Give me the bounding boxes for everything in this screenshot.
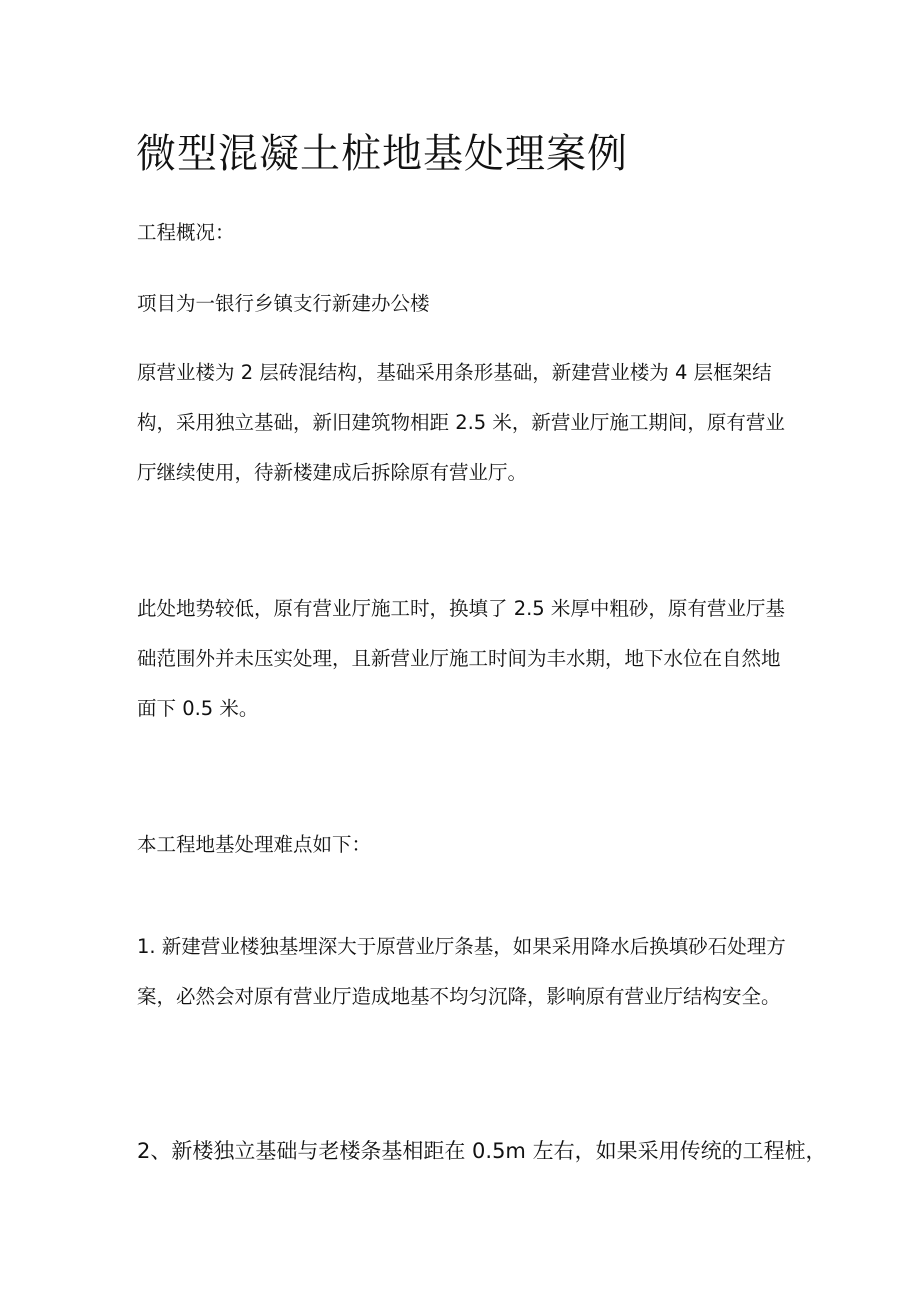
difficulties-heading: 本工程地基处理难点如下： <box>137 833 372 856</box>
paragraph-site-conditions: 此处地势较低，原有营业厅施工时，换填了 2.5 米厚中粗砂，原有营业厅基础范围外并未压实处理，且新营业厅施工时间为丰水期，地下水位在自然地面下 0.5 米。 <box>137 597 785 720</box>
overview-heading: 工程概况： <box>137 221 235 244</box>
page-title: 微型混凝土桩地基处理案例 <box>136 131 628 177</box>
paragraph-building-structure: 原营业楼为 2 层砖混结构，基础采用条形基础，新建营业楼为 4 层框架结构，采用独立基础，新旧建筑物相距 2.5 米，新营业厅施工期间，原有营业厅继续使用，待新楼建成后拆除原有营业厅。 <box>137 361 785 484</box>
project-description: 项目为一银行乡镇支行新建办公楼 <box>137 292 430 315</box>
difficulty-item-1: 1. 新建营业楼独基埋深大于原营业厅条基，如果采用降水后换填砂石处理方案，必然会对原有营业厅造成地基不均匀沉降，影响原有营业厅结构安全。 <box>137 935 786 1008</box>
difficulty-item-2: 2、新楼独立基础与老楼条基相距在 0.5m 左右，如果采用传统的工程桩， <box>137 1139 827 1163</box>
